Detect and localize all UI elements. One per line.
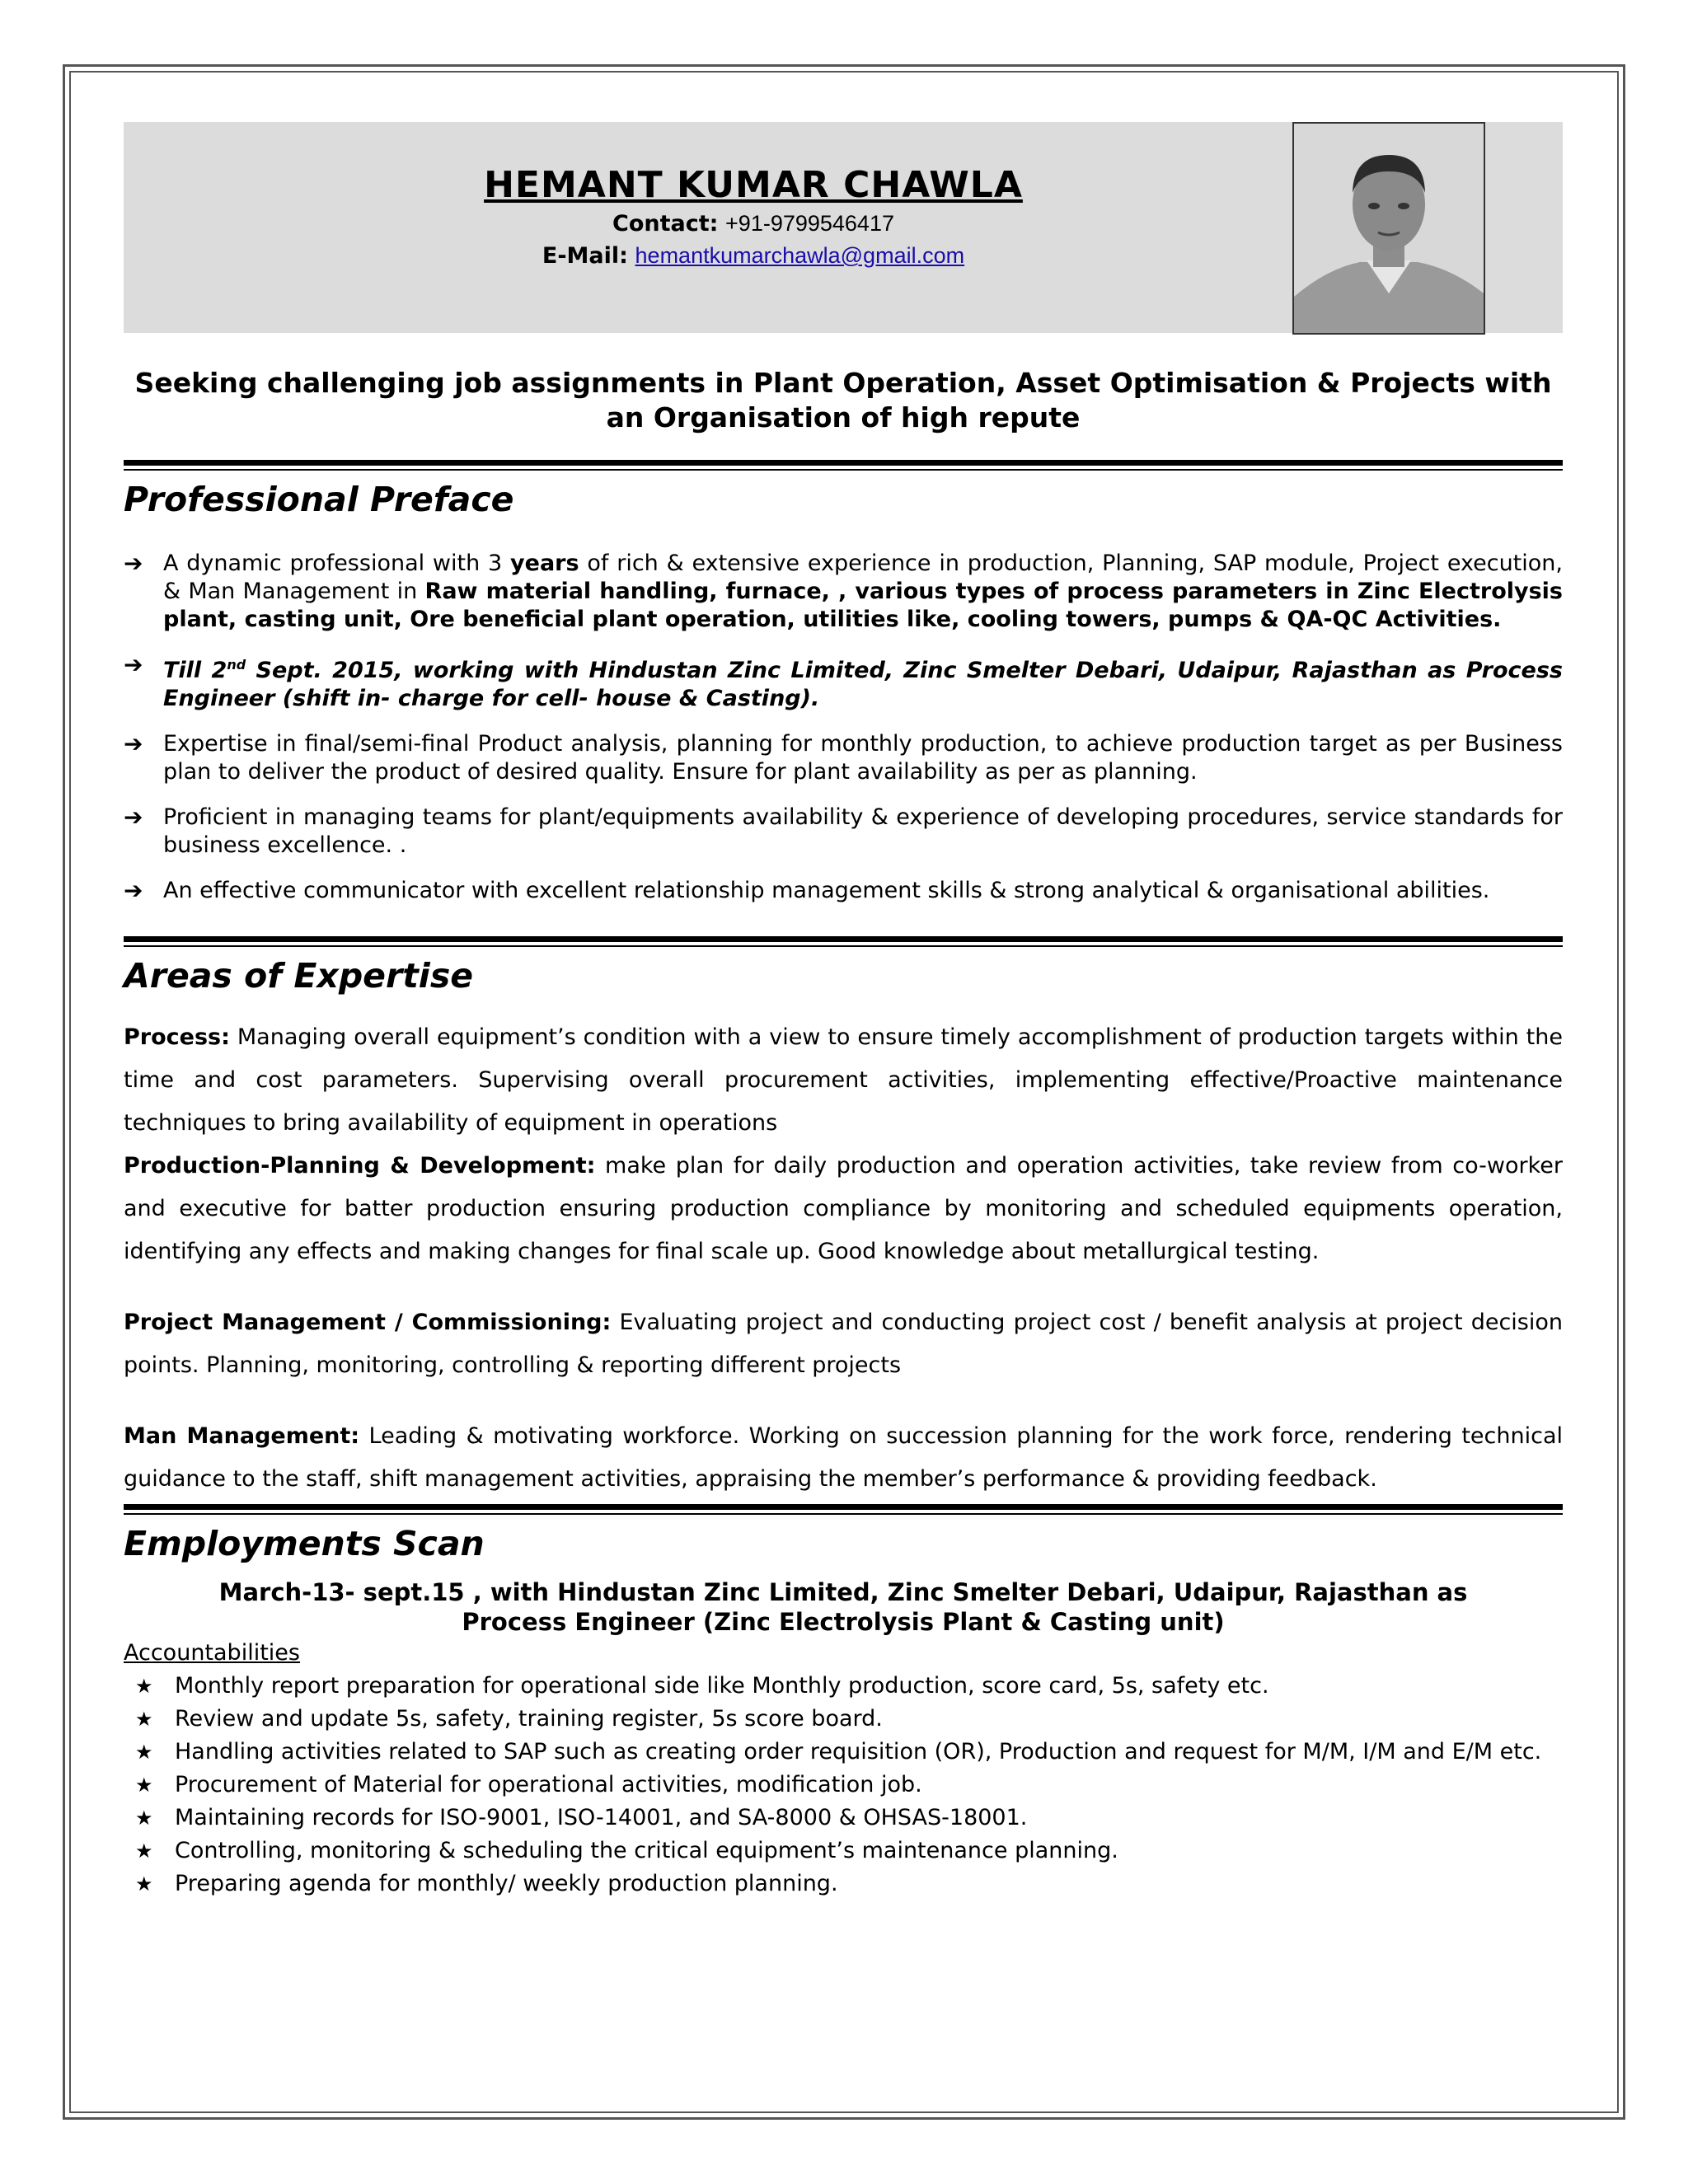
list-item-text: Maintaining records for ISO-9001, ISO-14001, and SA-8000 & OHSAS-18001. [175, 1805, 1028, 1830]
expertise-man [124, 1415, 1563, 1501]
email-label: E-Mail: [542, 243, 628, 269]
preface-list [124, 550, 1563, 905]
section-divider [124, 460, 1563, 471]
list-item [124, 1736, 1563, 1769]
preface-item-2 [124, 651, 1563, 713]
expertise-process [124, 1016, 1563, 1145]
job-heading: March-13- sept.15 , with Hindustan Zinc Limited, Zinc Smelter Debari, Udaipur, Rajasthan as Process Engineer (Zinc Electrolysis Plant & Casting unit) [218, 1578, 1468, 1636]
list-item [124, 1769, 1563, 1802]
section-title-preface: Professional Preface [124, 480, 514, 519]
objective-line-1: Seeking challenging job assignments in Plant Operation, Asset Optimisation & Projects with [134, 367, 1552, 399]
preface-text: of rich & extensive experience in production, Planning, SAP module, Project execution, & Man Management in [163, 551, 1563, 604]
header-band [124, 122, 1563, 333]
star-bullet-icon: ★ [135, 1807, 153, 1830]
preface-text: An effective communicator with excellent relationship management skills & strong analytical & organisational abilities. [163, 878, 1490, 903]
header-text [124, 163, 1383, 272]
email-link[interactable]: hemantkumarchawla@gmail.com [635, 243, 965, 268]
list-item [124, 1835, 1563, 1868]
profile-photo [1292, 122, 1485, 335]
expertise-planning [124, 1145, 1563, 1273]
list-item-text: Review and update 5s, safety, training register, 5s score board. [175, 1706, 883, 1732]
star-bullet-icon: ★ [135, 1774, 153, 1797]
preface-bold: Raw material handling, furnace, , various types of process parameters in Zinc Electrolysis plant, casting unit, Ore beneficial plant operation, utilities like, cooling towers, pumps & QA-QC Activities. [163, 579, 1563, 632]
profile-photo-portrait [1294, 124, 1484, 333]
objective-line-2: an Organisation of high repute [606, 401, 1081, 434]
preface-text: Proficient in managing teams for plant/equipments availability & experience of developing procedures, service standards for business excellence. . [163, 804, 1563, 858]
star-bullet-icon: ★ [135, 1840, 153, 1863]
expertise-text: Managing overall equipment’s condition with a view to ensure timely accomplishment of production targets within the time and cost parameters. Supervising overall procurement activities, implementing effective/Proactive maintenance techniques to bring availability of equipment in operations [124, 1024, 1563, 1136]
preface-item-4 [124, 804, 1563, 860]
list-item [124, 1670, 1563, 1703]
preface-item-1 [124, 550, 1563, 634]
list-item-text: Preparing agenda for monthly/ weekly production planning. [175, 1871, 838, 1896]
list-item-text: Procurement of Material for operational activities, modification job. [175, 1772, 922, 1797]
expertise-label: Man Management: [124, 1423, 360, 1449]
list-item-text: Controlling, monitoring & scheduling the critical equipment’s maintenance planning. [175, 1838, 1118, 1863]
star-bullet-icon: ★ [135, 1872, 153, 1896]
preface-text: A dynamic professional with 3 [163, 551, 511, 576]
contact-label: Contact: [612, 211, 719, 237]
expertise-label: Process: [124, 1024, 230, 1050]
list-item [124, 1802, 1563, 1835]
section-title-expertise: Areas of Expertise [124, 956, 474, 996]
expertise-text: make plan for daily production and operation activities, take review from co-worker and executive for batter production ensuring production compliance by monitoring and scheduled equipments operation, identifying any effects and making changes for final scale up. Good knowledge about metallurgical testing. [124, 1153, 1564, 1264]
list-item-text: Monthly report preparation for operational side like Monthly production, score card, 5s, safety etc. [175, 1673, 1269, 1699]
preface-bold: years [510, 551, 579, 576]
expertise-project [124, 1301, 1563, 1387]
star-bullet-icon: ★ [135, 1708, 153, 1731]
expertise-text: Evaluating project and conducting project cost / benefit analysis at project decision points. Planning, monitoring, controlling & reporting different projects [124, 1310, 1563, 1378]
preface-text: Expertise in final/semi-final Product analysis, planning for monthly production, to achieve production target as per Business plan to deliver the product of desired quality. Ensure for plant availability as per as planning. [163, 731, 1563, 785]
expertise-text: Leading & motivating workforce. Working on succession planning for the work force, rendering technical guidance to the staff, shift management activities, appraising the member’s performance & providing feedback. [124, 1423, 1563, 1492]
accountabilities-list [124, 1670, 1563, 1900]
contact-line [124, 208, 1383, 240]
section-divider [124, 1504, 1563, 1515]
arrow-bullet-icon: ➔ [124, 651, 143, 678]
star-bullet-icon: ★ [135, 1675, 153, 1698]
career-objective [124, 366, 1563, 435]
list-item-text: Handling activities related to SAP such as creating order requisition (OR), Production and request for M/M, I/M and E/M etc. [175, 1739, 1542, 1765]
candidate-name: HEMANT KUMAR CHAWLA [484, 164, 1023, 206]
preface-item-3 [124, 730, 1563, 786]
preface-text: Sept. 2015, working with Hindustan Zinc Limited, Zinc Smelter Debari, Udaipur, Rajasthan as Process Engineer (shift in- charge for cell- house & Casting). [163, 658, 1564, 711]
preface-text: Till 2 [163, 658, 227, 683]
arrow-bullet-icon: ➔ [124, 730, 143, 757]
star-bullet-icon: ★ [135, 1741, 153, 1764]
expertise-label: Project Management / Commissioning: [124, 1310, 612, 1335]
expertise-label: Production-Planning & Development: [124, 1153, 596, 1179]
contact-phone: +91-9799546417 [725, 211, 894, 236]
section-title-employment: Employments Scan [124, 1524, 485, 1563]
preface-superscript: nd [227, 657, 246, 673]
section-divider [124, 936, 1563, 947]
preface-item-5 [124, 877, 1563, 905]
resume-content [124, 122, 1563, 1900]
arrow-bullet-icon: ➔ [124, 550, 143, 577]
arrow-bullet-icon: ➔ [124, 877, 143, 904]
list-item [124, 1703, 1563, 1736]
accountabilities-label: Accountabilities [124, 1640, 300, 1666]
list-item [124, 1868, 1563, 1900]
email-line [124, 240, 1383, 272]
arrow-bullet-icon: ➔ [124, 804, 143, 831]
